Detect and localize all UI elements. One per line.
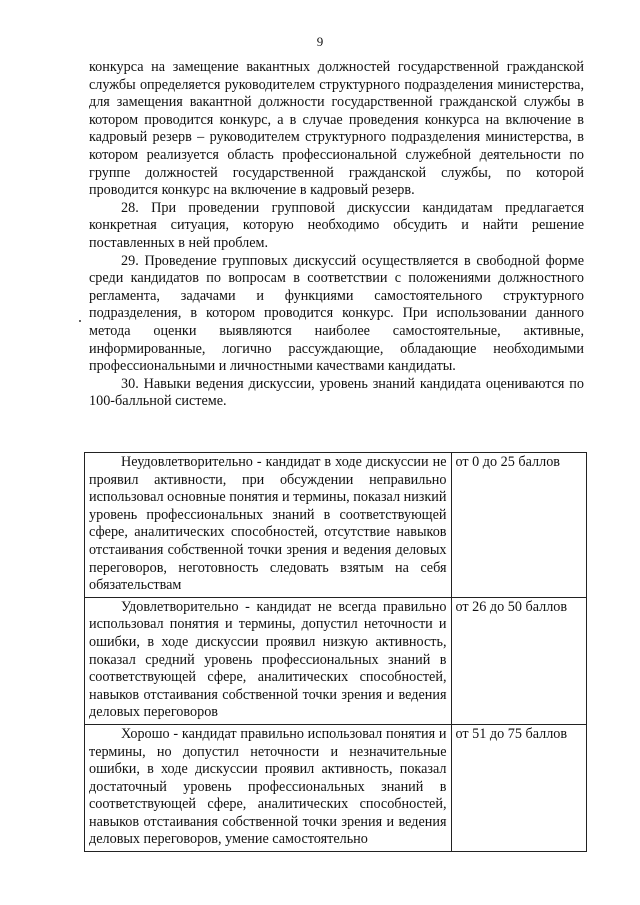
grade-description-unsatisfactory (85, 453, 452, 598)
grade-score-unsatisfactory: от 0 до 25 баллов (451, 453, 587, 598)
grade-description-text: Хорошо - кандидат правильно использовал понятия и термины, но допустил неточности и незначительные ошибки, в ходе дискуссии проявил активность, показал достаточный уровень профессиональных знаний в соответствующей сфере, аналитических способностей, навыков отстаивания собственной точки зрения и ведения деловых переговоров, умение самостоятельно (89, 725, 447, 848)
paragraph-30: 30. Навыки ведения дискуссии, уровень знаний кандидата оцениваются по 100-балльной системе. (89, 375, 584, 410)
table-row (85, 724, 587, 851)
grade-score-good: от 51 до 75 баллов (451, 724, 587, 851)
grade-description-text: Удовлетворительно - кандидат не всегда правильно использовал понятия и термины, допустил неточности и ошибки, в ходе дискуссии проявил низкую активность, показал средний уровень профессиональных знаний в соответствующей сфере, аналитических способностей, навыков отстаивания собственной точки зрения и ведения деловых переговоров (89, 598, 447, 721)
paragraph-29: 29. Проведение групповых дискуссий осуществляется в свободной форме среди кандидатов по вопросам в соответствии с положениями должностного регламента, задачами и функциями самостоятельного структурного подразделения, в котором проводится конкурс. При использовании данного метода оценки выявляются наиболее самостоятельные, активные, информированные, логично рассуждающие, обладающие необходимыми профессиональными и личностными качествами кандидаты. (89, 252, 584, 375)
table-row (85, 597, 587, 724)
table-row (85, 453, 587, 598)
grade-score-satisfactory: от 26 до 50 баллов (451, 597, 587, 724)
grades-table (84, 452, 587, 852)
paragraph-continuation: конкурса на замещение вакантных должностей государственной гражданской службы определяется руководителем структурного подразделения министерства, для замещения вакантной должности государственной гражданской службы в котором проводится конкурс, а в случае проведения конкурса на включение в кадровый резерв – руководителем структурного подразделения министерства, в котором реализуется область профессиональной служебной деятельности по группе должностей государственной гражданской службы, по которой проводится конкурс на включение в кадровый резерв. (89, 59, 584, 199)
grade-description-text: Неудовлетворительно - кандидат в ходе дискуссии не проявил активности, при обсуждении неправильно использовал основные понятия и термины, показал низкий уровень профессиональных знаний в соответствующей сфере, аналитических способностей, отсутствие навыков отстаивания собственной точки зрения и ведения деловых переговоров, неготовность следовать взятым на себя обязательствам (89, 454, 447, 594)
document-body (89, 59, 584, 411)
page-number: 9 (316, 34, 324, 49)
grade-description-satisfactory (85, 597, 452, 724)
scan-speck (79, 320, 81, 322)
paragraph-28: 28. При проведении групповой дискуссии кандидатам предлагается конкретная ситуация, которую необходимо обсудить и найти решение поставленных в ней проблем. (89, 199, 584, 251)
grade-description-good (85, 724, 452, 851)
